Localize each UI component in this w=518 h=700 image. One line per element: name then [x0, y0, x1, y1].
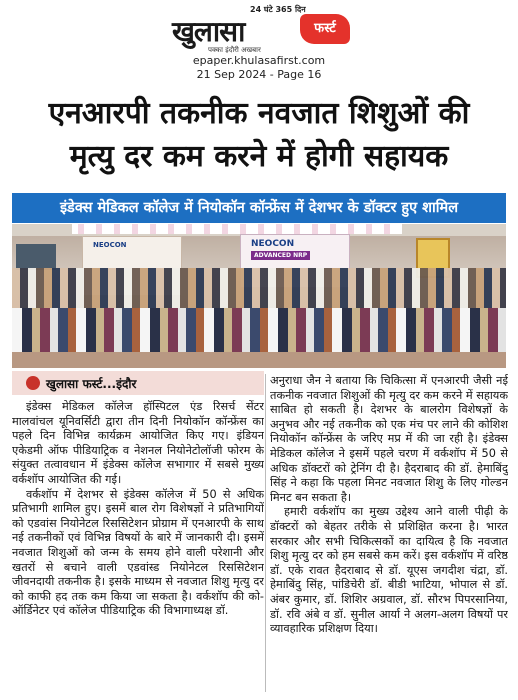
photo-screen: [16, 244, 56, 270]
headline-line-2: मृत्यु दर कम करने में होगी सहायक: [69, 139, 449, 174]
logo-tagline: 24 घंटे 365 दिन: [250, 5, 306, 14]
article-subheadline: इंडेक्स मेडिकल कॉलेज में नियोकॉन कॉन्फ्रेंस में देशभर के डॉक्टर हुए शामिल: [12, 193, 506, 223]
logo-wordmark: खुलासा: [172, 15, 245, 48]
khulasa-first-logo[interactable]: [172, 4, 348, 54]
group-photo: [12, 224, 506, 368]
article-headline: [0, 92, 518, 178]
headline-line-1: एनआरपी तकनीक नवजात शिशुओं की: [48, 96, 470, 131]
article-column-left: [12, 400, 264, 692]
edition-date-page: 21 Sep 2024 - Page 16: [196, 68, 322, 81]
byline-box: [12, 371, 264, 395]
byline-logo-icon: [26, 376, 40, 390]
paragraph: इंडेक्स मेडिकल कॉलेज हॉस्पिटल एंड रिसर्च सेंटर मालवांचल यूनिवर्सिटी द्वारा तीन दिनी नियोकॉन कॉन्फ्रेंस का पहले दिन विभिन्न कार्यक्रम आयोजित किए गए। इंडियन एकेडमी ऑफ पीडियाट्रिक व नेशनल नियोनेटोलॉजी फोरम के संयुक्त तत्वावधान में इंडेक्स कॉलेज सभागार में सबसे मुख्य वर्कशॉप आयोजित की गई।: [12, 400, 264, 486]
edition-url[interactable]: epaper.khulasafirst.com: [192, 54, 326, 67]
logo-badge: फर्स्ट: [300, 14, 350, 44]
banner-left-title: NEOCON: [93, 241, 127, 249]
paragraph: हमारी वर्कशॉप का मुख्य उद्देश्य आने वाली पीढ़ी के डॉक्टरों को बेहतर तरीके से प्रशिक्षित करना है। भारत सरकार और सभी चिकित्सकों का दायित्व है कि नवजात शिशु मृत्यु दर को हम सबसे कम करें। इस वर्कशॉप में वरिष्ठ डॉ. एके रावत हैदराबाद से डॉ. यूएस जगदीश चंद्रा, डॉ. हेमाबिंदु सिंह, पांडिचेरी डॉ. बीडी भाटिया, भोपाल से डॉ. अंबर कुमार, डॉ. शिशिर अग्रवाल, डॉ. सौरभ पिपरसानिया, डॉ. रवि अंबे व डॉ. सुनील आर्या ने अलग-अलग विषयों पर व्यावहारिक प्रशिक्षण दिया।: [270, 505, 508, 636]
banner-center-title: NEOCON: [251, 239, 295, 249]
article-column-right: [270, 374, 508, 692]
byline-text: खुलासा फर्स्ट...इंदौर: [46, 377, 137, 391]
photo-flower-garland: [72, 224, 402, 234]
paragraph: वर्कशॉप में देशभर से इंडेक्स कॉलेज में 50 से अधिक प्रतिभागी शामिल हुए। इसमें बाल रोग विशेषज्ञों ने प्रतिभागियों को एडवांस नियोनेटल रिससिटेशन प्रोग्राम में एनआरपी के साथ नई तकनीकों एवं विभिन्न विषयों के बारे में जानकारी दी। इसमें नवजात शिशुओं को जन्म के समय होने वाली परेशानी और खतरों से बचाने वाली एडवांस्ड नियोनेटल रिससिटेशन जीवनदायी तकनीक है। इसके माध्यम से नवजात शिशु मृत्यु दर को काफी हद तक कम किया जा सकता है। वर्कशॉप की को-ऑर्डिनेटर एवं कॉलेज पीडियाट्रिक की विभागाध्यक्ष डॉ.: [12, 487, 264, 618]
photo-crowd-standing: [12, 268, 506, 308]
paragraph: अनुराधा जैन ने बताया कि चिकित्सा में एनआरपी जैसी नई तकनीक नवजात शिशुओं की मृत्यु दर कम करने में सहायक साबित हो सकती है। देशभर के बालरोग विशेषज्ञों के अनुभव और नई तकनीक को एक मंच पर लाने की कोशिश नियोकॉन कॉन्फ्रेंस के जरिए मप्र में की जा रही है। इंडेक्स मेडिकल कॉलेज ने इसमें पहले चरण में वर्कशॉप में 50 से अधिक डॉक्टरों को ट्रेनिंग दी है। हैदराबाद की डॉ. हेमाबिंदु सिंह ने कहा कि पहला मिनट नवजात शिशु के लिए गोल्डन मिनट बन सकता है।: [270, 374, 508, 504]
photo-floor: [12, 352, 506, 368]
logo-subtitle: पक्का इंदौरी अखबार: [208, 46, 261, 54]
column-divider: [265, 374, 266, 692]
banner-center-subtitle: ADVANCED NRP: [251, 251, 310, 260]
masthead: [0, 0, 518, 86]
